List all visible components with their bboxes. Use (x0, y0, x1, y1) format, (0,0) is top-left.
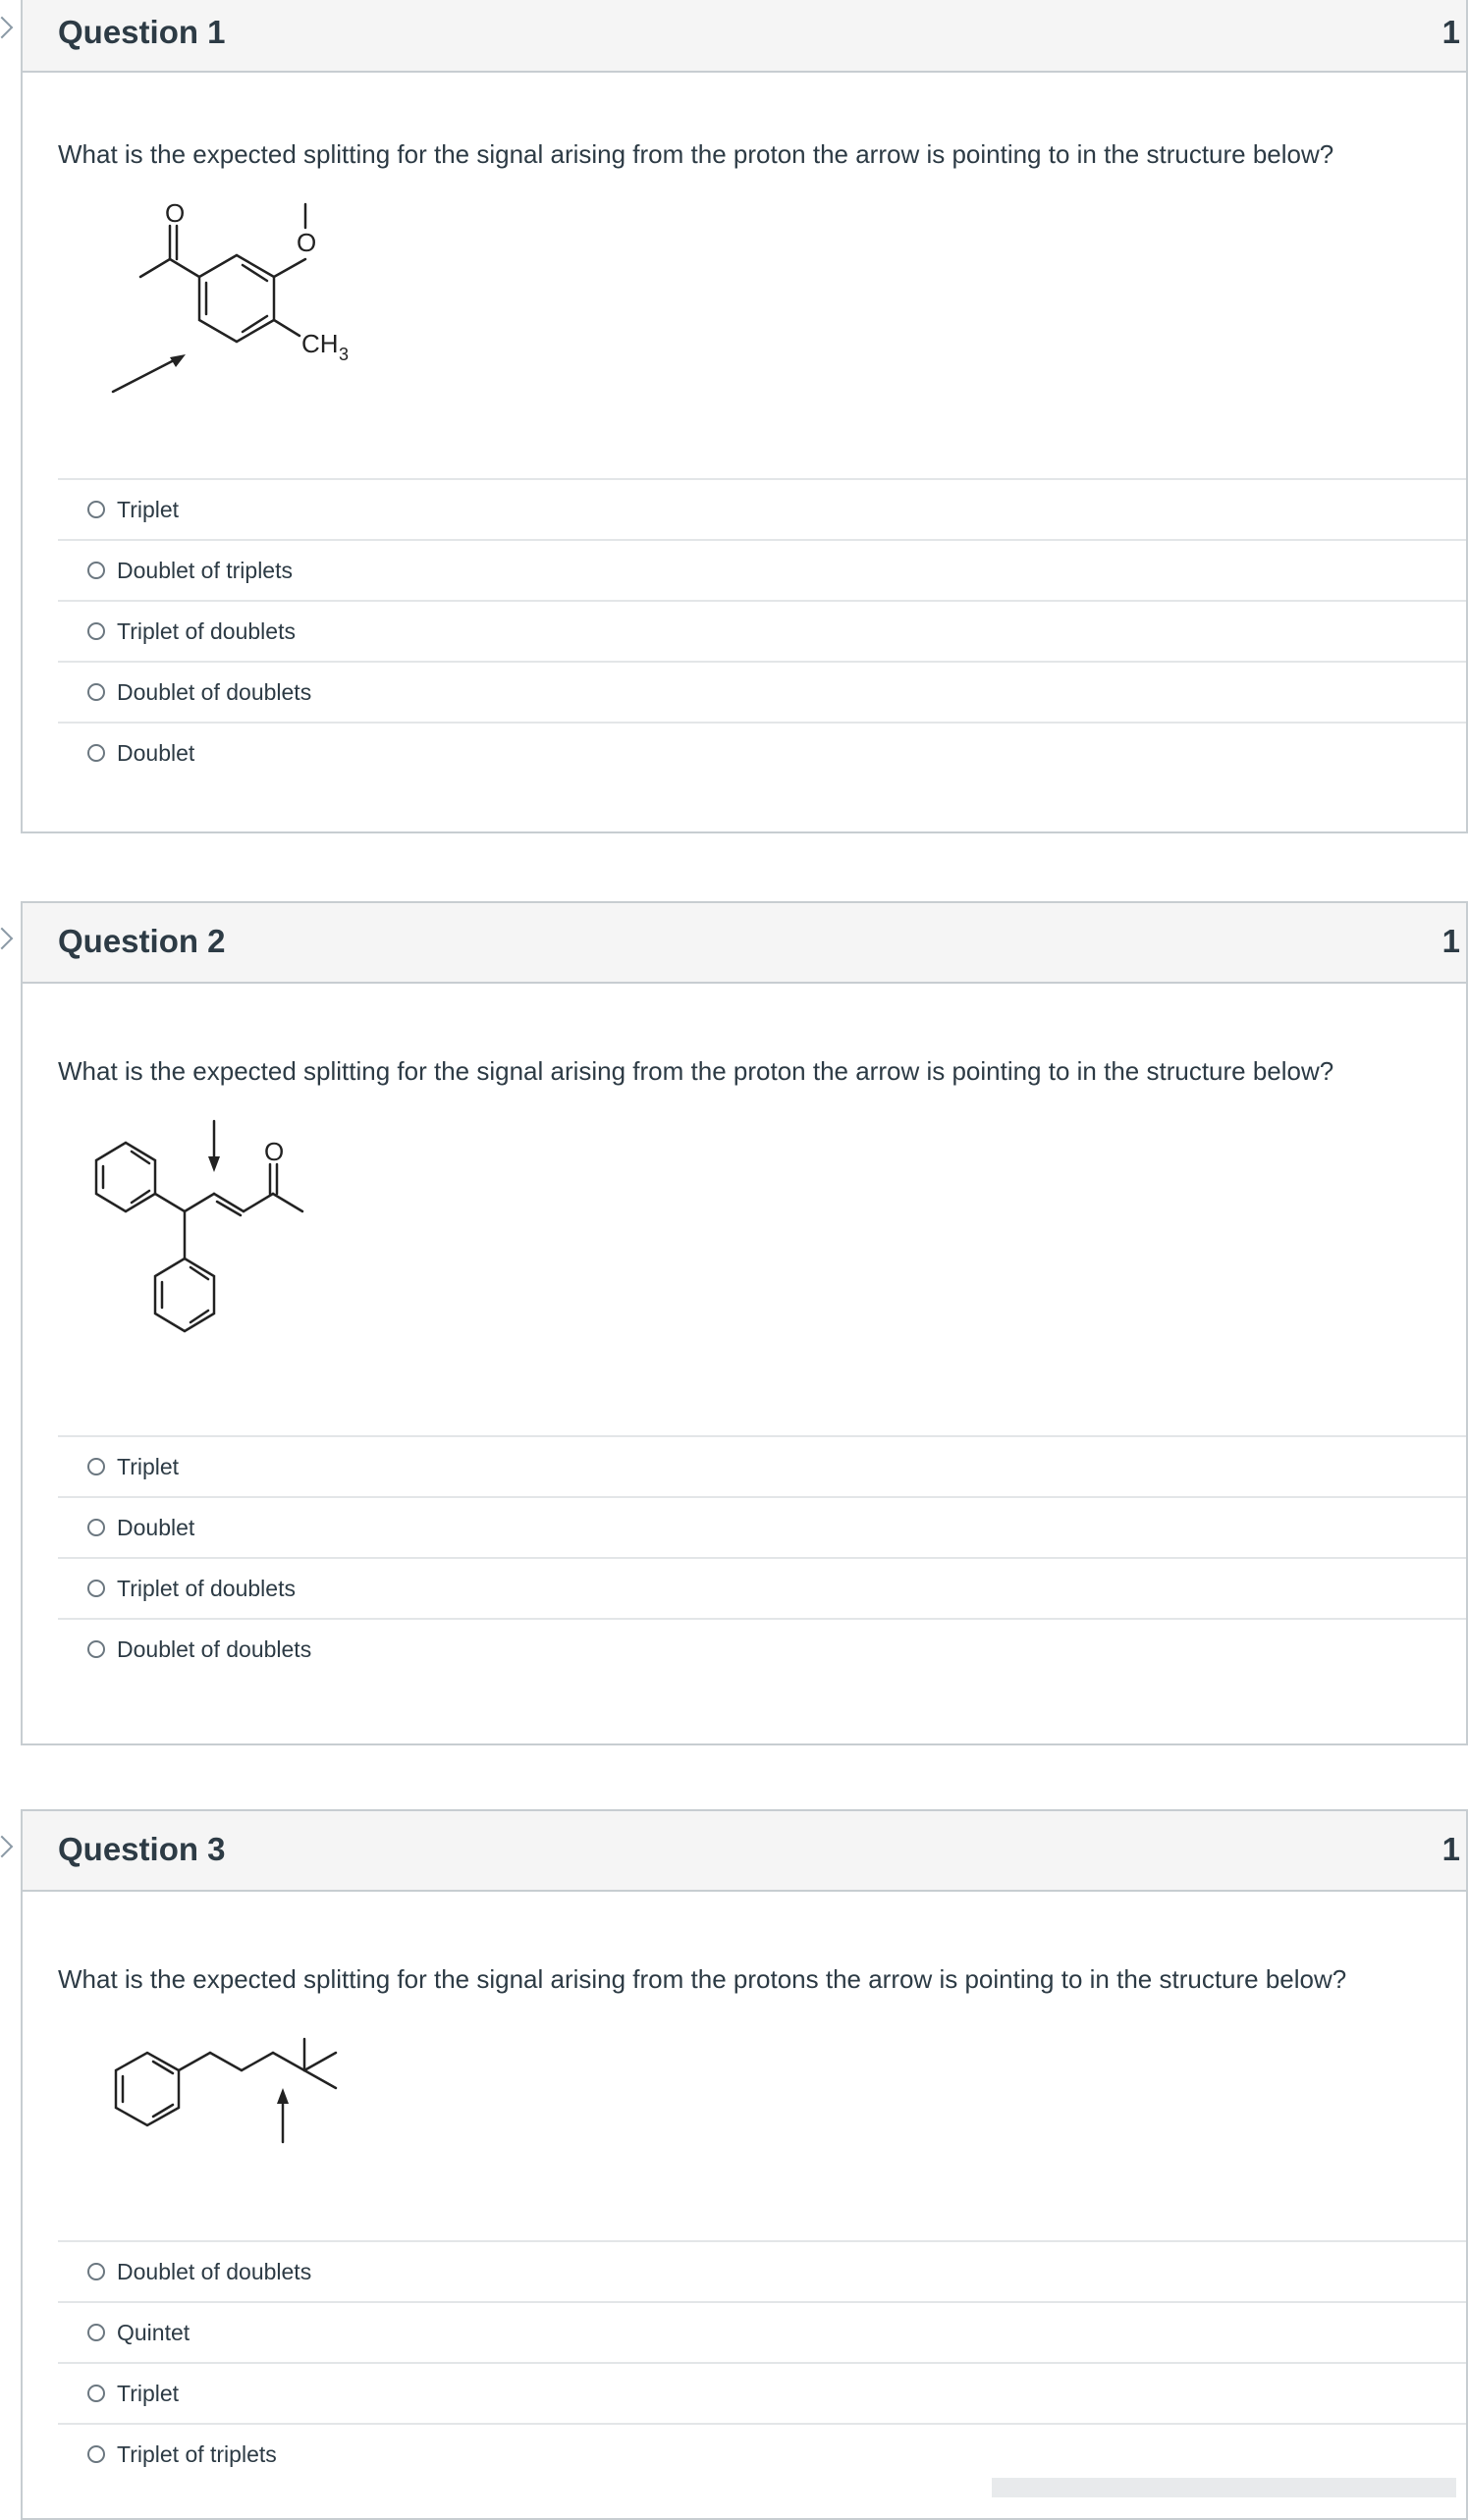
answer-list (58, 478, 1466, 782)
question-card (21, 1809, 1468, 2520)
oxygen-label: O (264, 1137, 285, 1166)
question-header (23, 0, 1466, 73)
radio-button-icon[interactable] (87, 1640, 105, 1658)
radio-button-icon[interactable] (87, 501, 105, 518)
answer-option[interactable] (58, 2423, 1466, 2484)
arrow-icon (208, 1156, 220, 1172)
radio-button-icon[interactable] (87, 562, 105, 579)
question-prompt: What is the expected splitting for the signal arising from the proton the arrow is pointing to in the structure below? (58, 1056, 1334, 1086)
answer-list (58, 1435, 1466, 1679)
answer-label: Doublet of doublets (117, 2258, 312, 2284)
answer-option[interactable] (58, 722, 1466, 782)
answer-option[interactable] (58, 478, 1466, 539)
radio-button-icon[interactable] (87, 2263, 105, 2280)
answer-label: Triplet of triplets (117, 2440, 277, 2467)
chevron-right-icon[interactable] (0, 1836, 13, 1858)
question-card (21, 901, 1468, 1745)
answer-option[interactable] (58, 661, 1466, 722)
radio-button-icon[interactable] (87, 744, 105, 762)
radio-button-icon[interactable] (87, 2445, 105, 2463)
chemical-structure (96, 2039, 430, 2196)
question-points: 1 (1441, 1831, 1460, 1867)
question-points: 1 (1441, 14, 1460, 50)
answer-label: Doublet (117, 1514, 195, 1540)
answer-option[interactable] (58, 539, 1466, 600)
question-header (23, 1811, 1466, 1892)
chevron-right-icon[interactable] (0, 17, 13, 39)
answer-label: Doublet (117, 739, 195, 766)
answer-option[interactable] (58, 1496, 1466, 1557)
answer-label: Triplet (117, 2380, 180, 2406)
methyl-subscript: 3 (339, 345, 350, 364)
chemical-structure (67, 1121, 420, 1416)
oxygen-label: O (297, 228, 317, 257)
question-title: Question 3 (58, 1831, 226, 1867)
chemical-structure (91, 200, 386, 416)
question-header (23, 903, 1466, 984)
question-title: Question 2 (58, 923, 226, 959)
answer-option[interactable] (58, 2240, 1466, 2301)
radio-button-icon[interactable] (87, 1519, 105, 1536)
answer-label: Quintet (117, 2319, 190, 2345)
radio-button-icon[interactable] (87, 2324, 105, 2341)
question-card (21, 0, 1468, 833)
oxygen-label: O (165, 198, 186, 228)
answer-label: Triplet of doublets (117, 617, 296, 644)
radio-button-icon[interactable] (87, 2385, 105, 2402)
answer-option[interactable] (58, 1618, 1466, 1679)
radio-button-icon[interactable] (87, 1458, 105, 1475)
methyl-label: CH (301, 329, 339, 358)
answer-option[interactable] (58, 1435, 1466, 1496)
radio-button-icon[interactable] (87, 683, 105, 701)
answer-list (58, 2240, 1466, 2484)
answer-option[interactable] (58, 600, 1466, 661)
question-title: Question 1 (58, 14, 226, 50)
chevron-right-icon[interactable] (0, 928, 13, 950)
answer-option[interactable] (58, 2362, 1466, 2423)
arrow-icon (170, 354, 186, 367)
question-points: 1 (1441, 923, 1460, 959)
answer-label: Triplet of doublets (117, 1575, 296, 1601)
answer-label: Triplet (117, 1453, 180, 1479)
radio-button-icon[interactable] (87, 622, 105, 640)
arrow-icon (277, 2088, 289, 2104)
question-prompt: What is the expected splitting for the signal arising from the proton the arrow is pointing to in the structure below? (58, 139, 1334, 169)
answer-option[interactable] (58, 2301, 1466, 2362)
answer-label: Doublet of triplets (117, 557, 293, 583)
answer-label: Doublet of doublets (117, 1635, 312, 1662)
answer-label: Doublet of doublets (117, 678, 312, 705)
answer-option[interactable] (58, 1557, 1466, 1618)
answer-label: Triplet (117, 496, 180, 522)
question-prompt: What is the expected splitting for the signal arising from the protons the arrow is pointing to in the structure below? (58, 1964, 1347, 1994)
radio-button-icon[interactable] (87, 1580, 105, 1597)
bottom-scroll-bar[interactable] (992, 2478, 1456, 2497)
